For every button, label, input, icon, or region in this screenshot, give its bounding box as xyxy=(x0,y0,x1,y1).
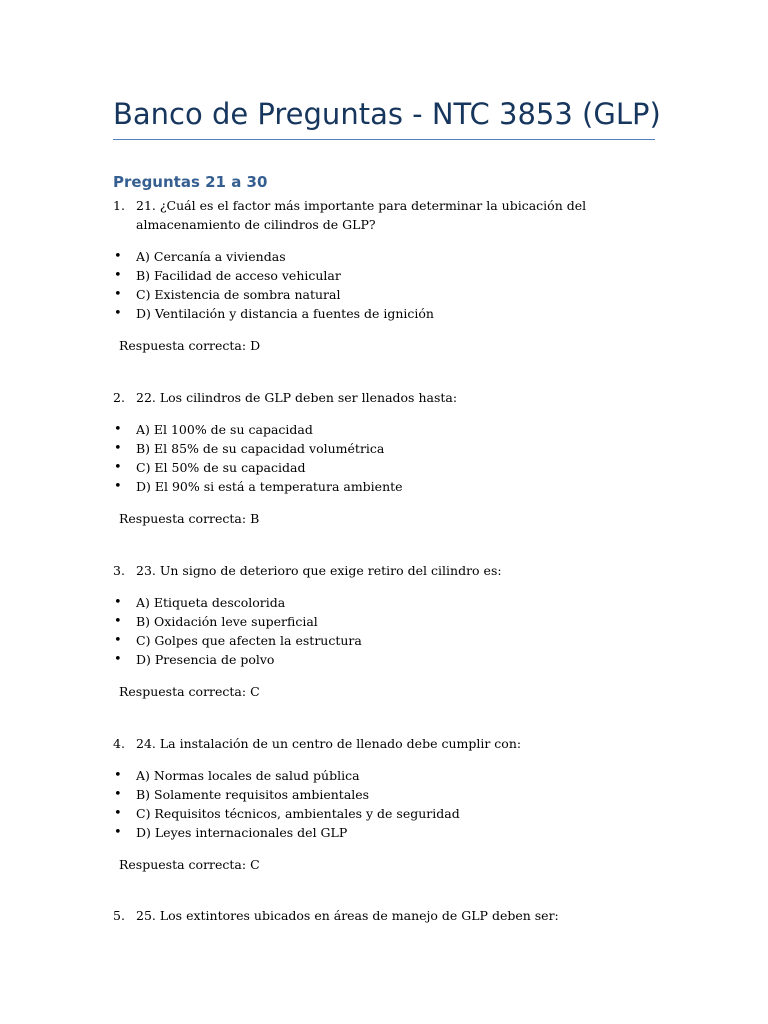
bullet-icon: • xyxy=(114,633,122,648)
question-text: 23. Un signo de deterioro que exige retiro del cilindro es: xyxy=(136,563,502,578)
question-text: 22. Los cilindros de GLP deben ser llenados hasta: xyxy=(136,390,458,405)
bullet-icon: • xyxy=(114,595,122,610)
option-item xyxy=(113,458,658,477)
correct-answer: Respuesta correcta: B xyxy=(119,511,260,526)
option-text: D) Ventilación y distancia a fuentes de ignición xyxy=(136,306,434,321)
bullet-icon: • xyxy=(114,249,122,264)
question-item xyxy=(113,561,658,701)
option-item xyxy=(113,304,658,323)
bullet-icon: • xyxy=(114,787,122,802)
question-text: 24. La instalación de un centro de llenado debe cumplir con: xyxy=(136,736,522,751)
option-text: B) Facilidad de acceso vehicular xyxy=(136,268,341,283)
option-text: A) Cercanía a viviendas xyxy=(136,249,286,264)
option-list xyxy=(113,247,658,323)
option-item xyxy=(113,785,658,804)
question-text: 21. ¿Cuál es el factor más importante para determinar la ubicación del almacenamiento de cilindros de GLP? xyxy=(136,198,587,232)
bullet-icon: • xyxy=(114,268,122,283)
option-text: A) El 100% de su capacidad xyxy=(136,422,313,437)
question-number: 1. xyxy=(113,198,125,213)
option-text: D) Presencia de polvo xyxy=(136,652,275,667)
option-text: A) Etiqueta descolorida xyxy=(136,595,286,610)
option-text: B) Oxidación leve superficial xyxy=(136,614,318,629)
section-heading: Preguntas 21 a 30 xyxy=(113,173,268,191)
bullet-icon: • xyxy=(114,422,122,437)
bullet-icon: • xyxy=(114,460,122,475)
question-text: 25. Los extintores ubicados en áreas de manejo de GLP deben ser: xyxy=(136,908,559,923)
option-text: A) Normas locales de salud pública xyxy=(136,768,360,783)
option-item xyxy=(113,650,658,669)
correct-answer: Respuesta correcta: D xyxy=(119,338,261,353)
option-item xyxy=(113,612,658,631)
question-number: 3. xyxy=(113,563,125,578)
bullet-icon: • xyxy=(114,652,122,667)
option-text: C) Golpes que afecten la estructura xyxy=(136,633,362,648)
correct-answer: Respuesta correcta: C xyxy=(119,857,260,872)
bullet-icon: • xyxy=(114,306,122,321)
option-item xyxy=(113,823,658,842)
option-text: B) El 85% de su capacidad volumétrica xyxy=(136,441,385,456)
bullet-icon: • xyxy=(114,287,122,302)
bullet-icon: • xyxy=(114,441,122,456)
option-item xyxy=(113,766,658,785)
question-line xyxy=(113,561,658,580)
bullet-icon: • xyxy=(114,479,122,494)
bullet-icon: • xyxy=(114,825,122,840)
option-text: D) Leyes internacionales del GLP xyxy=(136,825,348,840)
bullet-icon: • xyxy=(114,806,122,821)
option-item xyxy=(113,439,658,458)
question-item xyxy=(113,196,658,355)
question-item xyxy=(113,906,658,925)
correct-answer: Respuesta correcta: C xyxy=(119,684,260,699)
option-text: D) El 90% si está a temperatura ambiente xyxy=(136,479,403,494)
question-line xyxy=(113,906,658,925)
option-text: C) El 50% de su capacidad xyxy=(136,460,306,475)
option-item xyxy=(113,266,658,285)
option-text: C) Requisitos técnicos, ambientales y de seguridad xyxy=(136,806,460,821)
question-item xyxy=(113,388,658,528)
question-item xyxy=(113,734,658,874)
option-item xyxy=(113,285,658,304)
option-item xyxy=(113,804,658,823)
title-underline xyxy=(113,139,655,140)
option-item xyxy=(113,477,658,496)
option-item xyxy=(113,420,658,439)
question-line xyxy=(113,388,658,407)
bullet-icon: • xyxy=(114,768,122,783)
bullet-icon: • xyxy=(114,614,122,629)
document-title: Banco de Preguntas - NTC 3853 (GLP) xyxy=(113,97,661,131)
question-number: 2. xyxy=(113,390,125,405)
option-item xyxy=(113,593,658,612)
option-item xyxy=(113,247,658,266)
question-line xyxy=(113,196,658,234)
question-number: 5. xyxy=(113,908,125,923)
option-list xyxy=(113,593,658,669)
option-text: C) Existencia de sombra natural xyxy=(136,287,341,302)
question-number: 4. xyxy=(113,736,125,751)
option-text: B) Solamente requisitos ambientales xyxy=(136,787,370,802)
question-line xyxy=(113,734,658,753)
option-list xyxy=(113,766,658,842)
option-list xyxy=(113,420,658,496)
option-item xyxy=(113,631,658,650)
